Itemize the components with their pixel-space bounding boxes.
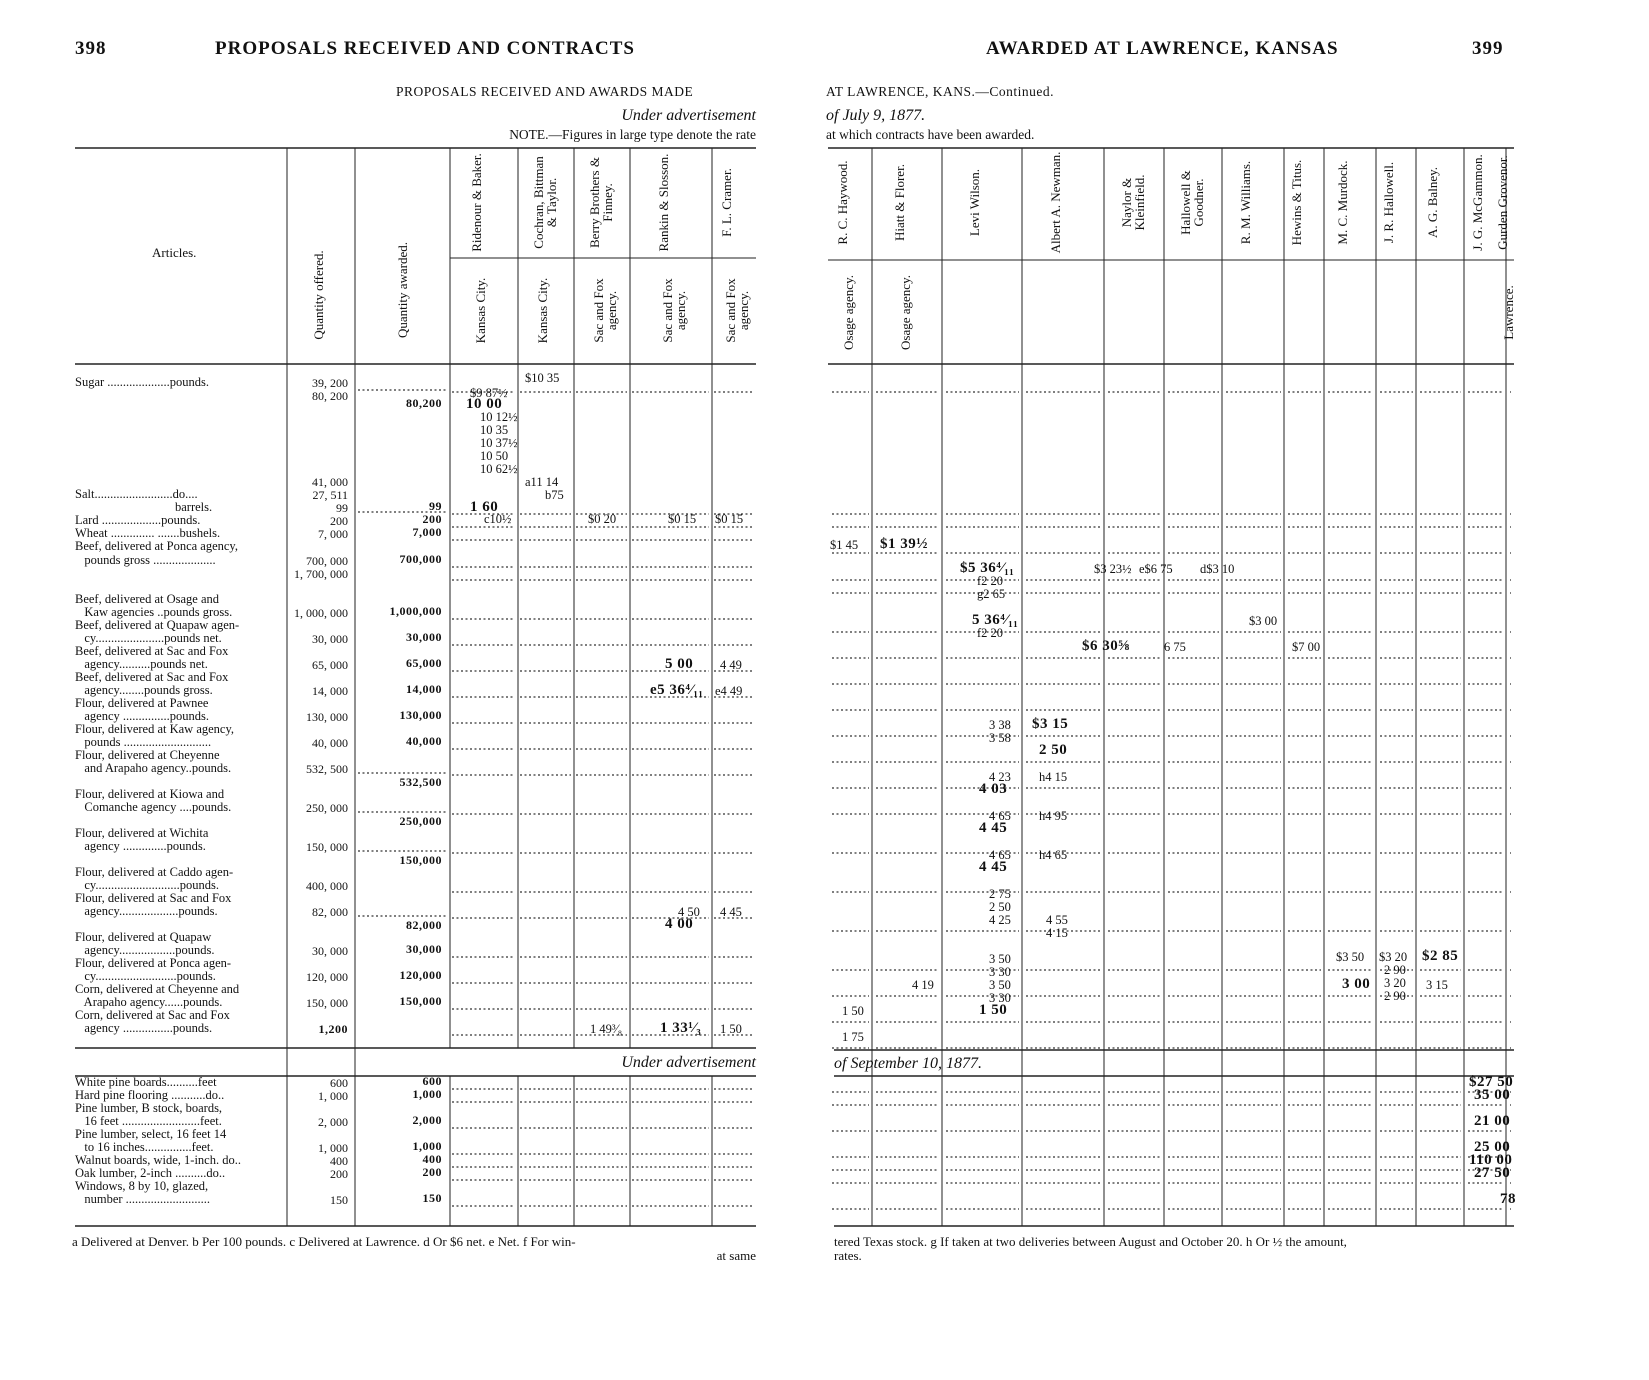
bid-value: 25 00 — [1474, 1139, 1511, 1155]
article-line: Windows, 8 by 10, glazed, — [75, 1179, 209, 1193]
qty-awarded: 30,000 — [406, 630, 442, 644]
article-line: Beef, delivered at Osage and — [75, 592, 220, 606]
article-line: Salt.........................do.... — [75, 487, 198, 501]
article-line: 16 feet .........................feet. — [75, 1114, 222, 1128]
bid-value: 4 23 — [989, 770, 1011, 784]
qty-offered: 2, 000 — [318, 1115, 348, 1129]
bidder-place: Osage agency. — [841, 275, 856, 350]
bidder-name: Hallowell & Goodner. — [1178, 170, 1206, 235]
continued-title: AT LAWRENCE, KANS.—Continued. — [826, 84, 1055, 99]
qty-offered: 82, 000 — [312, 905, 348, 919]
qty-awarded: 1,000 — [412, 1139, 442, 1153]
bidder-name: R. C. Haywood. — [835, 160, 850, 245]
bidder-place: Lawrence. — [1501, 285, 1516, 340]
qty-offered: 200 — [330, 514, 348, 528]
qty-awarded: 150,000 — [399, 994, 442, 1008]
bid-value: h4 65 — [1039, 848, 1068, 862]
bid-value: 3 30 — [989, 965, 1011, 979]
qty-offered: 700, 000 — [306, 554, 348, 568]
article-line: Wheat .............. .......bushels. — [75, 526, 221, 540]
bid-value: h4 15 — [1039, 770, 1068, 784]
article-line: and Arapaho agency..pounds. — [75, 761, 232, 775]
qty-offered: 200 — [330, 1167, 348, 1181]
bidder-name: Rankin & Slosson. — [656, 153, 671, 252]
bidder-name: Albert A. Newman. — [1048, 151, 1063, 254]
bid-value: $2 85 — [1422, 948, 1459, 964]
article-line: cy......................pounds net. — [75, 631, 222, 645]
article-line: Beef, delivered at Quapaw agen- — [75, 618, 240, 632]
bid-value: 5 36⁴⁄₁₁ — [972, 612, 1019, 628]
article-line: Arapaho agency......pounds. — [75, 995, 223, 1009]
bid-value: 1 60 — [470, 499, 499, 515]
qty-offered: 1,200 — [318, 1022, 348, 1036]
bidder-name: Ridenour & Baker. — [469, 153, 484, 252]
bid-value: 4 03 — [979, 781, 1008, 797]
qty-offered: 27, 511 — [312, 488, 348, 502]
bidder-place: Sac and Fox agency. — [591, 278, 619, 343]
bid-value: 2 50 — [989, 900, 1011, 914]
bid-value: 1 50 — [979, 1002, 1008, 1018]
qty-offered: 1, 700, 000 — [294, 567, 348, 581]
bid-value: 1 49³⁄₈ — [590, 1022, 623, 1036]
bid-value: e5 36⁴⁄₁₁ — [650, 682, 704, 698]
bid-value: h4 95 — [1039, 809, 1068, 823]
bid-value: 3 38 — [989, 718, 1011, 732]
bidder-place: Kansas City. — [535, 277, 550, 344]
bid-value: $7 00 — [1292, 640, 1321, 654]
bid-value: 4 45 — [720, 905, 742, 919]
bid-value: 4 65 — [989, 848, 1011, 862]
bid-value: 10 62½ — [480, 462, 518, 476]
bid-value: e$6 75 — [1139, 562, 1173, 576]
bid-value: c10½ — [484, 512, 512, 526]
bid-value: 6 75 — [1164, 640, 1186, 654]
left-page — [0, 0, 824, 1380]
bid-value: d$3 10 — [1200, 562, 1235, 576]
col-qty-offered: Quantity offered. — [311, 250, 326, 340]
bid-value: 110 00 — [1469, 1152, 1513, 1168]
bid-value: $3 20 — [1379, 950, 1408, 964]
article-line: agency..........pounds net. — [75, 657, 208, 671]
qty-offered: 150, 000 — [306, 840, 348, 854]
article-line: Lard ...................pounds. — [75, 513, 201, 527]
right-running-head: AWARDED AT LAWRENCE, KANSAS — [986, 38, 1339, 59]
qty-offered: 65, 000 — [312, 658, 348, 672]
qty-offered: 150 — [330, 1193, 348, 1207]
bid-value: 2 90 — [1384, 963, 1406, 977]
bid-value: 1 50 — [842, 1004, 864, 1018]
col-qty-awarded: Quantity awarded. — [395, 241, 410, 339]
article-line: Beef, delivered at Sac and Fox — [75, 670, 229, 684]
bidder-name: A. G. Balney. — [1425, 167, 1440, 239]
bidder-name: Hewins & Titus. — [1289, 159, 1304, 246]
qty-offered: 99 — [336, 501, 348, 515]
bidder-name: Naylor & Kleinfield. — [1119, 174, 1147, 231]
article-line: Flour, delivered at Sac and Fox — [75, 891, 232, 905]
article-line: Oak lumber, 2-inch ..........do.. — [75, 1166, 226, 1180]
bid-value: $6 30⅝ — [1082, 638, 1130, 654]
article-line: Beef, delivered at Sac and Fox — [75, 644, 229, 658]
qty-awarded: 200 — [422, 512, 442, 526]
bid-value: 4 50 — [678, 905, 700, 919]
right-table-rules — [824, 0, 1649, 1380]
qty-offered: 250, 000 — [306, 801, 348, 815]
article-line: Flour, delivered at Kaw agency, — [75, 722, 235, 736]
article-line: Flour, delivered at Pawnee — [75, 696, 209, 710]
bid-value: 10 37½ — [480, 436, 518, 450]
bid-value: 2 50 — [1039, 742, 1068, 758]
qty-awarded: 30,000 — [406, 942, 442, 956]
bid-value: $27 50 — [1469, 1074, 1514, 1090]
qty-offered: 150, 000 — [306, 996, 348, 1010]
qty-awarded: 200 — [422, 1165, 442, 1179]
qty-offered: 1, 000 — [318, 1141, 348, 1155]
right-page-number: 399 — [1472, 38, 1504, 59]
bidder-name: Levi Wilson. — [967, 168, 982, 237]
qty-offered: 41, 000 — [312, 475, 348, 489]
article-line: Hard pine flooring ...........do.. — [75, 1088, 225, 1102]
qty-offered: 600 — [330, 1076, 348, 1090]
qty-offered: 1, 000, 000 — [294, 606, 348, 620]
right-footnotes-2: rates. — [834, 1248, 862, 1263]
article-line: Flour, delivered at Quapaw — [75, 930, 212, 944]
qty-awarded: 150 — [422, 1191, 442, 1205]
qty-awarded: 99 — [429, 499, 442, 513]
article-line: agency...................pounds. — [75, 904, 218, 918]
article-line: pounds gross .................... — [75, 553, 216, 567]
left-footnotes: a Delivered at Denver. b Per 100 pounds. c Delivered at Lawrence. d Or $6 net. e Net. f For win- — [72, 1234, 576, 1249]
article-line: Flour, delivered at Ponca agen- — [75, 956, 232, 970]
bid-value: 1 50 — [720, 1022, 742, 1036]
article-line: agency ..............pounds. — [75, 839, 206, 853]
qty-awarded: 700,000 — [399, 552, 442, 566]
article-line: cy...........................pounds. — [75, 878, 219, 892]
article-line: Flour, delivered at Cheyenne — [75, 748, 220, 762]
bid-value: 78 — [1500, 1191, 1516, 1207]
bid-value: $5 36⁴⁄₁₁ — [960, 560, 1015, 576]
bidder-name: Cochran, Bittman & Taylor. — [531, 156, 559, 249]
section-subtitle-2: Under advertisement — [621, 1054, 756, 1071]
qty-awarded: 130,000 — [399, 708, 442, 722]
date-line-2: of September 10, 1877. — [834, 1055, 982, 1072]
bidder-name: J. R. Hallowell. — [1381, 161, 1396, 244]
bidder-place: Osage agency. — [898, 275, 913, 350]
article-line: cy..........................pounds. — [75, 969, 216, 983]
qty-offered: 39, 200 — [312, 376, 348, 390]
left-page-number: 398 — [75, 38, 107, 59]
bid-value: 4 45 — [979, 820, 1008, 836]
qty-offered: 1, 000 — [318, 1089, 348, 1103]
article-line: Comanche agency ....pounds. — [75, 800, 232, 814]
article-line: pounds ............................ — [75, 735, 212, 749]
right-page — [824, 0, 1649, 1380]
bidder-name: Gurden Grovenor. — [1495, 155, 1510, 250]
qty-offered: 400, 000 — [306, 879, 348, 893]
bid-value: 2 75 — [989, 887, 1011, 901]
qty-offered: 400 — [330, 1154, 348, 1168]
bid-value: 3 00 — [1342, 976, 1371, 992]
bid-value: a11 14 — [525, 475, 559, 489]
bid-value: 3 50 — [989, 952, 1011, 966]
bid-value: 35 00 — [1474, 1087, 1511, 1103]
bid-value: $3 50 — [1336, 950, 1365, 964]
qty-offered: 120, 000 — [306, 970, 348, 984]
article-line: agency ...............pounds. — [75, 709, 210, 723]
article-line: Kaw agencies ..pounds gross. — [75, 605, 233, 619]
bid-value: $9 87½ — [470, 386, 508, 400]
rate-note-cont: at which contracts have been awarded. — [826, 127, 1035, 142]
qty-awarded: 7,000 — [412, 525, 442, 539]
bid-value: 2 90 — [1384, 989, 1406, 1003]
bid-value: 3 58 — [989, 731, 1011, 745]
bid-value: 10 12½ — [480, 410, 518, 424]
article-line: agency ................pounds. — [75, 1021, 213, 1035]
bid-value: $3 00 — [1249, 614, 1278, 628]
qty-offered: 40, 000 — [312, 736, 348, 750]
bid-value: 4 49 — [720, 658, 742, 672]
bid-value: 3 30 — [989, 991, 1011, 1005]
qty-offered: 7, 000 — [318, 527, 348, 541]
bid-value: 1 75 — [842, 1030, 864, 1044]
bidder-place: Sac and Fox agency. — [660, 278, 688, 343]
left-footnotes-2: at same — [716, 1248, 756, 1263]
article-line: Pine lumber, select, 16 feet 14 — [75, 1127, 227, 1141]
bid-value: 4 19 — [912, 978, 934, 992]
article-line: to 16 inches...............feet. — [75, 1140, 214, 1154]
qty-awarded: 532,500 — [399, 775, 442, 789]
bid-value: 3 20 — [1384, 976, 1406, 990]
qty-awarded: 14,000 — [406, 682, 442, 696]
bid-value: $1 39½ — [880, 536, 928, 552]
left-running-head: PROPOSALS RECEIVED AND CONTRACTS — [215, 38, 635, 59]
qty-offered: 30, 000 — [312, 944, 348, 958]
bidder-name: J. G. McGammon. — [1470, 154, 1485, 251]
qty-awarded: 1,000,000 — [389, 604, 442, 618]
bidder-name: R. M. Williams. — [1238, 160, 1253, 245]
bid-value: 3 15 — [1426, 978, 1448, 992]
bid-value: 10 50 — [480, 449, 509, 463]
bid-value: b75 — [545, 488, 564, 502]
bid-value: 4 45 — [979, 859, 1008, 875]
bid-value: g2 65 — [977, 587, 1006, 601]
qty-offered: 80, 200 — [312, 389, 348, 403]
bid-value: $0 20 — [588, 512, 617, 526]
bidder-name: Berry Brothers & Finney. — [587, 157, 615, 248]
col-articles: Articles. — [152, 245, 197, 260]
article-line: number ........................... — [75, 1192, 211, 1206]
qty-awarded: 2,000 — [412, 1113, 442, 1127]
article-line: Flour, delivered at Wichita — [75, 826, 209, 840]
qty-offered: 30, 000 — [312, 632, 348, 646]
bidder-place: Sac and Fox agency. — [723, 278, 751, 343]
article-line: White pine boards..........feet — [75, 1075, 217, 1089]
article-line: Beef, delivered at Ponca agency, — [75, 539, 239, 553]
right-footnotes: tered Texas stock. g If taken at two deliveries between August and October 20. h Or ½ the amount, — [834, 1234, 1347, 1249]
bid-value: 21 00 — [1474, 1113, 1511, 1129]
qty-awarded: 250,000 — [399, 814, 442, 828]
qty-awarded: 65,000 — [406, 656, 442, 670]
article-line: Flour, delivered at Kiowa and — [75, 787, 225, 801]
bid-value: 27 50 — [1474, 1165, 1511, 1181]
rate-note: NOTE.—Figures in large type denote the rate — [509, 127, 756, 142]
bid-value: 3 50 — [989, 978, 1011, 992]
article-line: agency..................pounds. — [75, 943, 215, 957]
bid-value: 4 65 — [989, 809, 1011, 823]
section-title: PROPOSALS RECEIVED AND AWARDS MADE — [396, 84, 694, 99]
article-line: barrels. — [75, 500, 213, 514]
bid-value: 10 35 — [480, 423, 509, 437]
qty-awarded: 600 — [422, 1074, 442, 1088]
article-line: Walnut boards, wide, 1-inch. do.. — [75, 1153, 241, 1167]
bidder-place: Kansas City. — [473, 277, 488, 344]
bid-value: 4 15 — [1046, 926, 1068, 940]
article-line: Corn, delivered at Sac and Fox — [75, 1008, 230, 1022]
date-line: of July 9, 1877. — [826, 107, 926, 124]
qty-awarded: 40,000 — [406, 734, 442, 748]
qty-awarded: 82,000 — [406, 918, 442, 932]
article-line: Pine lumber, B stock, boards, — [75, 1101, 223, 1115]
bid-value: e4 49 — [715, 684, 743, 698]
bid-value: $0 15 — [668, 512, 697, 526]
bid-value: f2 20 — [977, 574, 1004, 588]
bid-value: $1 45 — [830, 538, 859, 552]
qty-offered: 14, 000 — [312, 684, 348, 698]
bid-value: 10 00 — [466, 396, 503, 412]
bid-value: 4 00 — [665, 916, 694, 932]
bidder-name: Hiatt & Florer. — [892, 164, 907, 241]
bid-value: $0 15 — [715, 512, 744, 526]
bid-value: 4 55 — [1046, 913, 1068, 927]
bid-value: 5 00 — [665, 656, 694, 672]
bid-value: $10 35 — [525, 371, 560, 385]
article-line: Sugar ....................pounds. — [75, 375, 210, 389]
qty-awarded: 400 — [422, 1152, 442, 1166]
article-line: Corn, delivered at Cheyenne and — [75, 982, 240, 996]
article-line: Flour, delivered at Caddo agen- — [75, 865, 234, 879]
article-line: agency........pounds gross. — [75, 683, 213, 697]
bid-value: 4 25 — [989, 913, 1011, 927]
bid-value: f2 20 — [977, 626, 1004, 640]
bidder-name: M. C. Murdock. — [1335, 160, 1350, 245]
qty-offered: 532, 500 — [306, 762, 348, 776]
bid-value: 1 33¹⁄₃ — [660, 1020, 702, 1036]
qty-awarded: 150,000 — [399, 853, 442, 867]
qty-awarded: 120,000 — [399, 968, 442, 982]
qty-awarded: 80,200 — [406, 396, 442, 410]
bid-value: $3 15 — [1032, 716, 1069, 732]
bidder-name: F. L. Cramer. — [719, 168, 734, 237]
qty-awarded: 1,000 — [412, 1087, 442, 1101]
bid-value: $3 23½ — [1094, 562, 1132, 576]
section-subtitle: Under advertisement — [621, 107, 756, 124]
qty-offered: 130, 000 — [306, 710, 348, 724]
